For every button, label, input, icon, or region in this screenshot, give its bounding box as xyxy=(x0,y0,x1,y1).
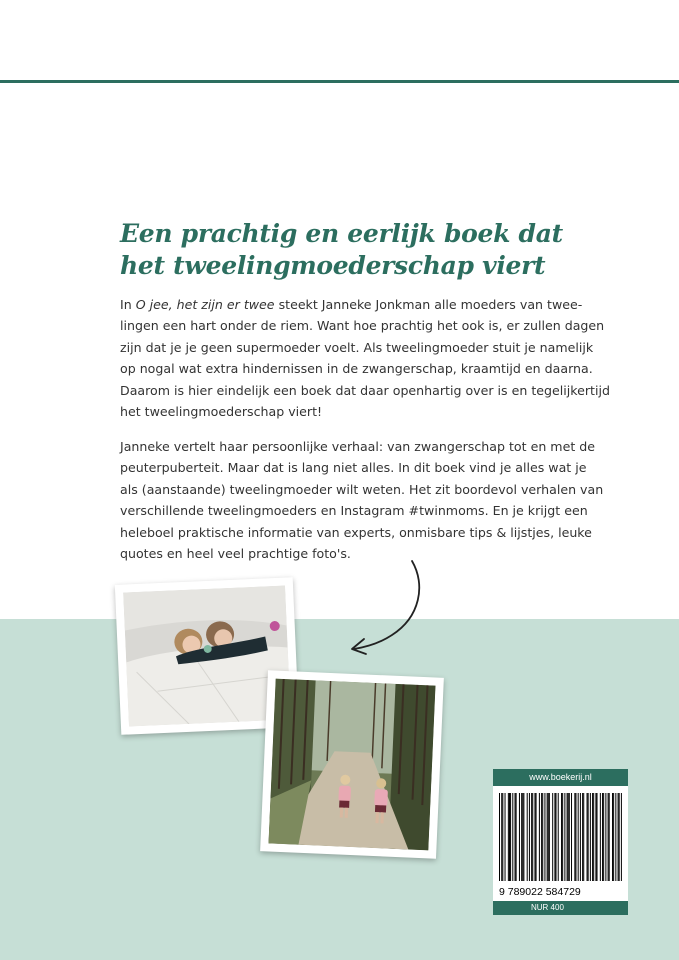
barcode-bar xyxy=(541,793,542,881)
blurb-line: heleboel praktische informatie van experts, onmisbare tips & lijstjes, leuke xyxy=(120,524,592,540)
barcode-bar xyxy=(509,793,510,881)
barcode-bar xyxy=(539,793,540,881)
blurb-line: Janneke vertelt haar persoonlijke verhaal: van zwangerschap tot en met de xyxy=(120,439,596,454)
blurb-lead-text: In xyxy=(120,297,136,312)
barcode-bar xyxy=(569,793,570,881)
barcode-bar xyxy=(547,793,548,881)
barcode-bar xyxy=(515,793,516,881)
barcode-bar xyxy=(516,793,517,881)
barcode-bar xyxy=(605,793,606,881)
blurb-line: quotes en heel veel prachtige foto's. xyxy=(120,546,351,562)
blurb-line: als (aanstaande) tweelingmoeder wilt weten. Het zit boordevol verhalen van xyxy=(120,481,604,497)
barcode-bar xyxy=(508,793,509,881)
barcode-bar xyxy=(523,793,524,881)
blurb-line: verschillende tweelingmoeders en Instagram #twinmoms. En je krijgt een xyxy=(120,503,588,519)
back-cover-heading xyxy=(120,218,563,282)
barcode-bar xyxy=(561,793,562,881)
barcode-bar xyxy=(597,793,598,881)
barcode-bar xyxy=(618,793,619,881)
barcode-bar xyxy=(558,793,559,881)
barcode-bar xyxy=(521,793,522,881)
barcode-bar xyxy=(575,793,576,881)
barcode-bar xyxy=(592,793,593,881)
barcode-bar xyxy=(512,793,513,881)
barcode-bar xyxy=(564,793,565,881)
barcode-bar xyxy=(532,793,533,881)
blurb-line: op nogal wat extra hindernissen in de zwangerschap, kraamtijd en daarna. xyxy=(120,361,593,377)
photo-twins-forest-path xyxy=(260,670,444,859)
barcode-bar xyxy=(548,793,549,881)
barcode-bar xyxy=(552,793,553,881)
isbn-barcode xyxy=(499,793,622,898)
blurb-paragraph-1 xyxy=(120,294,610,422)
barcode-bar xyxy=(529,793,530,881)
barcode-bar xyxy=(567,793,568,881)
barcode-bar xyxy=(608,793,609,881)
barcode-bar xyxy=(568,793,569,881)
barcode-bar xyxy=(615,793,616,881)
barcode-bar xyxy=(499,793,500,881)
barcode-bar xyxy=(588,793,589,881)
book-title-italic: O jee, het zijn er twee xyxy=(135,297,275,312)
barcode-bar xyxy=(502,793,503,881)
barcode-bar xyxy=(542,793,543,881)
barcode-bar xyxy=(571,793,572,881)
publisher-website: www.boekerij.nl xyxy=(493,769,628,786)
blurb-line: het tweelingmoederschap viert! xyxy=(120,404,323,420)
barcode-bar xyxy=(510,793,511,881)
barcode-bar xyxy=(603,793,604,881)
barcode-bar xyxy=(595,793,596,881)
barcode-bar xyxy=(554,793,555,881)
barcode-bar xyxy=(619,793,620,881)
isbn-digits: 9 789022 584729 xyxy=(499,886,581,898)
blurb-line: zijn dat je je geen supermoeder voelt. Als tweelingmoeder stuit je namelijk xyxy=(120,339,594,355)
blurb-line xyxy=(120,294,583,315)
barcode-bar xyxy=(593,793,594,881)
blurb-line: Daarom is hier eindelijk een boek dat daar openhartig over is en tegelijkertijd xyxy=(120,382,610,398)
barcode-bar xyxy=(612,793,613,881)
barcode-bar xyxy=(522,793,523,881)
barcode-bar xyxy=(609,793,610,881)
barcode-bar xyxy=(536,793,537,881)
barcode-bar xyxy=(590,793,591,881)
blurb-line: peuterpuberteit. Maar dat is lang niet alles. In dit boek vind je alles wat je xyxy=(120,460,587,476)
barcode-bar xyxy=(534,793,535,881)
barcode-bar xyxy=(505,793,506,881)
barcode-bar xyxy=(587,793,588,881)
barcode-bar xyxy=(600,793,601,881)
barcode-bar xyxy=(582,793,583,881)
barcode-bar xyxy=(578,793,579,881)
blurb-paragraph-2 xyxy=(120,436,604,564)
barcode-bar xyxy=(574,793,575,881)
barcode-bar xyxy=(583,793,584,881)
barcode-bar xyxy=(549,793,550,881)
hand-drawn-arrow-icon xyxy=(340,555,430,660)
barcode-bar xyxy=(519,793,520,881)
heading-line-1: Een prachtig en eerlijk boek dat xyxy=(120,219,563,248)
top-rule xyxy=(0,80,679,83)
barcode-bar xyxy=(527,793,528,881)
barcode-bar xyxy=(580,793,581,881)
barcode-bar xyxy=(544,793,545,881)
barcode-bar xyxy=(501,793,502,881)
blurb-line-rest: steekt Janneke Jonkman alle moeders van twee- xyxy=(274,297,583,312)
twins-forest-image xyxy=(268,679,435,851)
heading-line-2: het tweelingmoederschap viert xyxy=(120,251,546,280)
blurb-line: lingen een hart onder de riem. Want hoe prachtig het ook is, er zullen dagen xyxy=(120,318,605,334)
barcode-bar xyxy=(602,793,603,881)
barcode-bar xyxy=(613,793,614,881)
barcode-bar xyxy=(562,793,563,881)
nur-code: NUR 400 xyxy=(493,901,628,915)
barcode-bar xyxy=(531,793,532,881)
barcode-block xyxy=(493,769,628,915)
barcode-bar xyxy=(621,793,622,881)
barcode-bar xyxy=(556,793,557,881)
